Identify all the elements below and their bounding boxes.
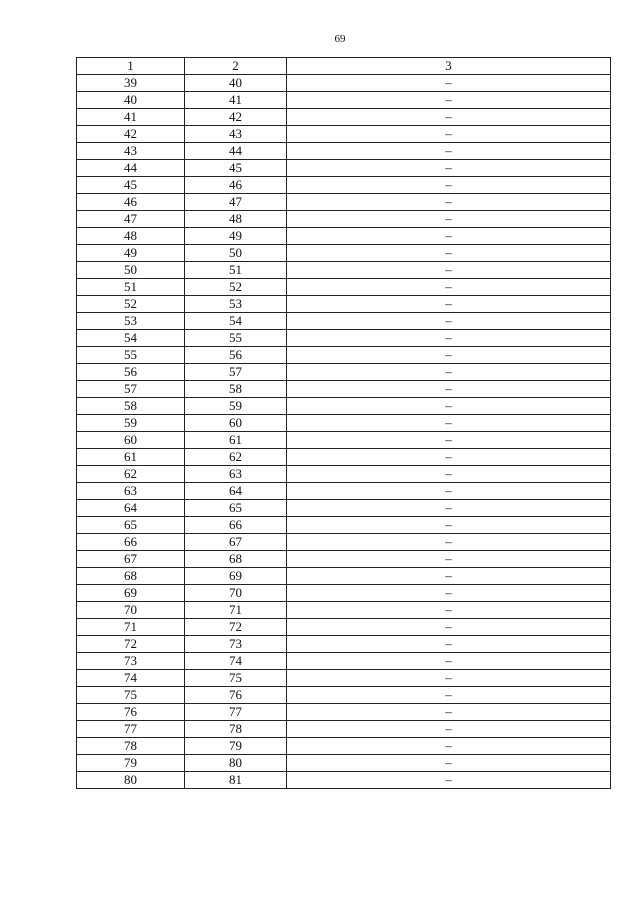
table-cell-col-3: –: [287, 330, 611, 347]
table-cell-col-2: 74: [185, 653, 287, 670]
table-cell-col-1: 75: [77, 687, 185, 704]
table-row: [77, 75, 611, 92]
table-cell-col-2: 50: [185, 245, 287, 262]
table-row: [77, 126, 611, 143]
table-cell-col-3: –: [287, 721, 611, 738]
table-cell-col-1: 49: [77, 245, 185, 262]
table-cell-col-3: –: [287, 75, 611, 92]
table-cell-col-1: 56: [77, 364, 185, 381]
table-cell-col-2: 56: [185, 347, 287, 364]
table-cell-col-2: 81: [185, 772, 287, 789]
table-cell-col-3: –: [287, 687, 611, 704]
table-row: [77, 245, 611, 262]
table-row: [77, 585, 611, 602]
table-cell-col-3: –: [287, 551, 611, 568]
table-cell-col-3: –: [287, 398, 611, 415]
table-cell-col-2: 47: [185, 194, 287, 211]
table-cell-col-1: 68: [77, 568, 185, 585]
table-cell-col-2: 40: [185, 75, 287, 92]
table-row: [77, 466, 611, 483]
table-row: [77, 143, 611, 160]
table-cell-col-2: 73: [185, 636, 287, 653]
table-cell-col-1: 48: [77, 228, 185, 245]
table-cell-col-1: 52: [77, 296, 185, 313]
table-cell-col-2: 62: [185, 449, 287, 466]
table-cell-col-2: 72: [185, 619, 287, 636]
table-cell-col-3: –: [287, 194, 611, 211]
table-cell-col-1: 46: [77, 194, 185, 211]
table-cell-col-2: 45: [185, 160, 287, 177]
table-cell-col-2: 49: [185, 228, 287, 245]
table-row: [77, 534, 611, 551]
table-cell-col-1: 57: [77, 381, 185, 398]
table-row: [77, 653, 611, 670]
table-cell-col-3: –: [287, 517, 611, 534]
table-cell-col-1: 53: [77, 313, 185, 330]
table-cell-col-1: 55: [77, 347, 185, 364]
table-cell-col-3: –: [287, 449, 611, 466]
table-cell-col-2: 59: [185, 398, 287, 415]
table-cell-col-3: –: [287, 636, 611, 653]
table-row: [77, 92, 611, 109]
table-row: [77, 262, 611, 279]
table-row: [77, 517, 611, 534]
table-cell-col-1: 72: [77, 636, 185, 653]
table-cell-col-2: 68: [185, 551, 287, 568]
table-header: [77, 58, 611, 75]
table-cell-col-2: 65: [185, 500, 287, 517]
table-cell-col-1: 41: [77, 109, 185, 126]
table-cell-col-3: –: [287, 228, 611, 245]
table-row: [77, 687, 611, 704]
table-cell-col-3: –: [287, 653, 611, 670]
table-row: [77, 721, 611, 738]
table-row: [77, 398, 611, 415]
table-cell-col-1: 77: [77, 721, 185, 738]
table-cell-col-1: 43: [77, 143, 185, 160]
column-header-2: 2: [185, 58, 287, 75]
page-number: 69: [334, 33, 346, 45]
table-row: [77, 432, 611, 449]
table-cell-col-1: 73: [77, 653, 185, 670]
table-cell-col-2: 78: [185, 721, 287, 738]
table-cell-col-3: –: [287, 211, 611, 228]
table-cell-col-1: 79: [77, 755, 185, 772]
table-cell-col-1: 80: [77, 772, 185, 789]
column-header-1: 1: [77, 58, 185, 75]
table-cell-col-1: 61: [77, 449, 185, 466]
table-cell-col-3: –: [287, 279, 611, 296]
table-row: [77, 381, 611, 398]
table-row: [77, 704, 611, 721]
table-cell-col-3: –: [287, 704, 611, 721]
table-cell-col-1: 51: [77, 279, 185, 296]
table-cell-col-3: –: [287, 602, 611, 619]
table-cell-col-1: 42: [77, 126, 185, 143]
table-cell-col-2: 58: [185, 381, 287, 398]
data-table: [76, 57, 611, 789]
table-row: [77, 449, 611, 466]
table-row: [77, 568, 611, 585]
table-cell-col-2: 76: [185, 687, 287, 704]
table-cell-col-3: –: [287, 347, 611, 364]
table-cell-col-3: –: [287, 500, 611, 517]
table-row: [77, 738, 611, 755]
table-cell-col-2: 77: [185, 704, 287, 721]
table-cell-col-3: –: [287, 568, 611, 585]
table-row: [77, 602, 611, 619]
table-cell-col-3: –: [287, 245, 611, 262]
table-cell-col-3: –: [287, 364, 611, 381]
table-cell-col-3: –: [287, 670, 611, 687]
table-cell-col-2: 54: [185, 313, 287, 330]
table-row: [77, 483, 611, 500]
table-cell-col-3: –: [287, 160, 611, 177]
table-cell-col-1: 62: [77, 466, 185, 483]
table-cell-col-3: –: [287, 534, 611, 551]
table-cell-col-3: –: [287, 483, 611, 500]
table-cell-col-1: 66: [77, 534, 185, 551]
table-cell-col-3: –: [287, 585, 611, 602]
table-cell-col-1: 71: [77, 619, 185, 636]
table-cell-col-1: 65: [77, 517, 185, 534]
table-cell-col-1: 45: [77, 177, 185, 194]
table-cell-col-1: 59: [77, 415, 185, 432]
table-row: [77, 636, 611, 653]
table-cell-col-1: 40: [77, 92, 185, 109]
table-cell-col-2: 44: [185, 143, 287, 160]
table-cell-col-2: 60: [185, 415, 287, 432]
table-cell-col-2: 61: [185, 432, 287, 449]
table-cell-col-1: 47: [77, 211, 185, 228]
table-cell-col-3: –: [287, 109, 611, 126]
table-cell-col-3: –: [287, 143, 611, 160]
table-cell-col-2: 41: [185, 92, 287, 109]
table-row: [77, 228, 611, 245]
table-row: [77, 619, 611, 636]
table-cell-col-2: 80: [185, 755, 287, 772]
table-cell-col-2: 71: [185, 602, 287, 619]
table-header-row: [77, 58, 611, 75]
table-cell-col-2: 64: [185, 483, 287, 500]
table-cell-col-3: –: [287, 177, 611, 194]
table-cell-col-2: 79: [185, 738, 287, 755]
table-body: [77, 75, 611, 789]
table-cell-col-1: 44: [77, 160, 185, 177]
table-row: [77, 109, 611, 126]
table-cell-col-3: –: [287, 296, 611, 313]
table-cell-col-3: –: [287, 262, 611, 279]
table-cell-col-3: –: [287, 738, 611, 755]
table-cell-col-1: 63: [77, 483, 185, 500]
table-cell-col-1: 39: [77, 75, 185, 92]
table-cell-col-1: 74: [77, 670, 185, 687]
table-cell-col-2: 67: [185, 534, 287, 551]
table-cell-col-1: 50: [77, 262, 185, 279]
table-cell-col-3: –: [287, 92, 611, 109]
table-cell-col-2: 51: [185, 262, 287, 279]
table-row: [77, 755, 611, 772]
table-row: [77, 772, 611, 789]
table-cell-col-2: 42: [185, 109, 287, 126]
table-cell-col-2: 53: [185, 296, 287, 313]
table-cell-col-3: –: [287, 619, 611, 636]
table-cell-col-2: 75: [185, 670, 287, 687]
table-row: [77, 364, 611, 381]
table-row: [77, 211, 611, 228]
table-row: [77, 670, 611, 687]
table-cell-col-3: –: [287, 415, 611, 432]
table-cell-col-3: –: [287, 381, 611, 398]
column-header-3: 3: [287, 58, 611, 75]
table-cell-col-1: 76: [77, 704, 185, 721]
table-cell-col-1: 69: [77, 585, 185, 602]
table-cell-col-1: 60: [77, 432, 185, 449]
table-cell-col-1: 70: [77, 602, 185, 619]
table-cell-col-3: –: [287, 432, 611, 449]
table-row: [77, 330, 611, 347]
table-cell-col-1: 58: [77, 398, 185, 415]
table-row: [77, 551, 611, 568]
table-row: [77, 415, 611, 432]
table-cell-col-1: 67: [77, 551, 185, 568]
table-cell-col-2: 57: [185, 364, 287, 381]
table-cell-col-2: 48: [185, 211, 287, 228]
table-cell-col-3: –: [287, 126, 611, 143]
table-row: [77, 347, 611, 364]
table-cell-col-2: 69: [185, 568, 287, 585]
table-cell-col-3: –: [287, 772, 611, 789]
table-cell-col-2: 43: [185, 126, 287, 143]
table-cell-col-2: 46: [185, 177, 287, 194]
table-row: [77, 279, 611, 296]
table-cell-col-1: 54: [77, 330, 185, 347]
table-cell-col-3: –: [287, 466, 611, 483]
table-cell-col-2: 63: [185, 466, 287, 483]
table-cell-col-2: 66: [185, 517, 287, 534]
table-cell-col-2: 52: [185, 279, 287, 296]
table-row: [77, 194, 611, 211]
table-cell-col-2: 70: [185, 585, 287, 602]
table-row: [77, 160, 611, 177]
table-cell-col-2: 55: [185, 330, 287, 347]
table-row: [77, 177, 611, 194]
table-row: [77, 500, 611, 517]
table-cell-col-1: 78: [77, 738, 185, 755]
table-cell-col-3: –: [287, 313, 611, 330]
table-row: [77, 313, 611, 330]
table-row: [77, 296, 611, 313]
table-cell-col-1: 64: [77, 500, 185, 517]
table-cell-col-3: –: [287, 755, 611, 772]
